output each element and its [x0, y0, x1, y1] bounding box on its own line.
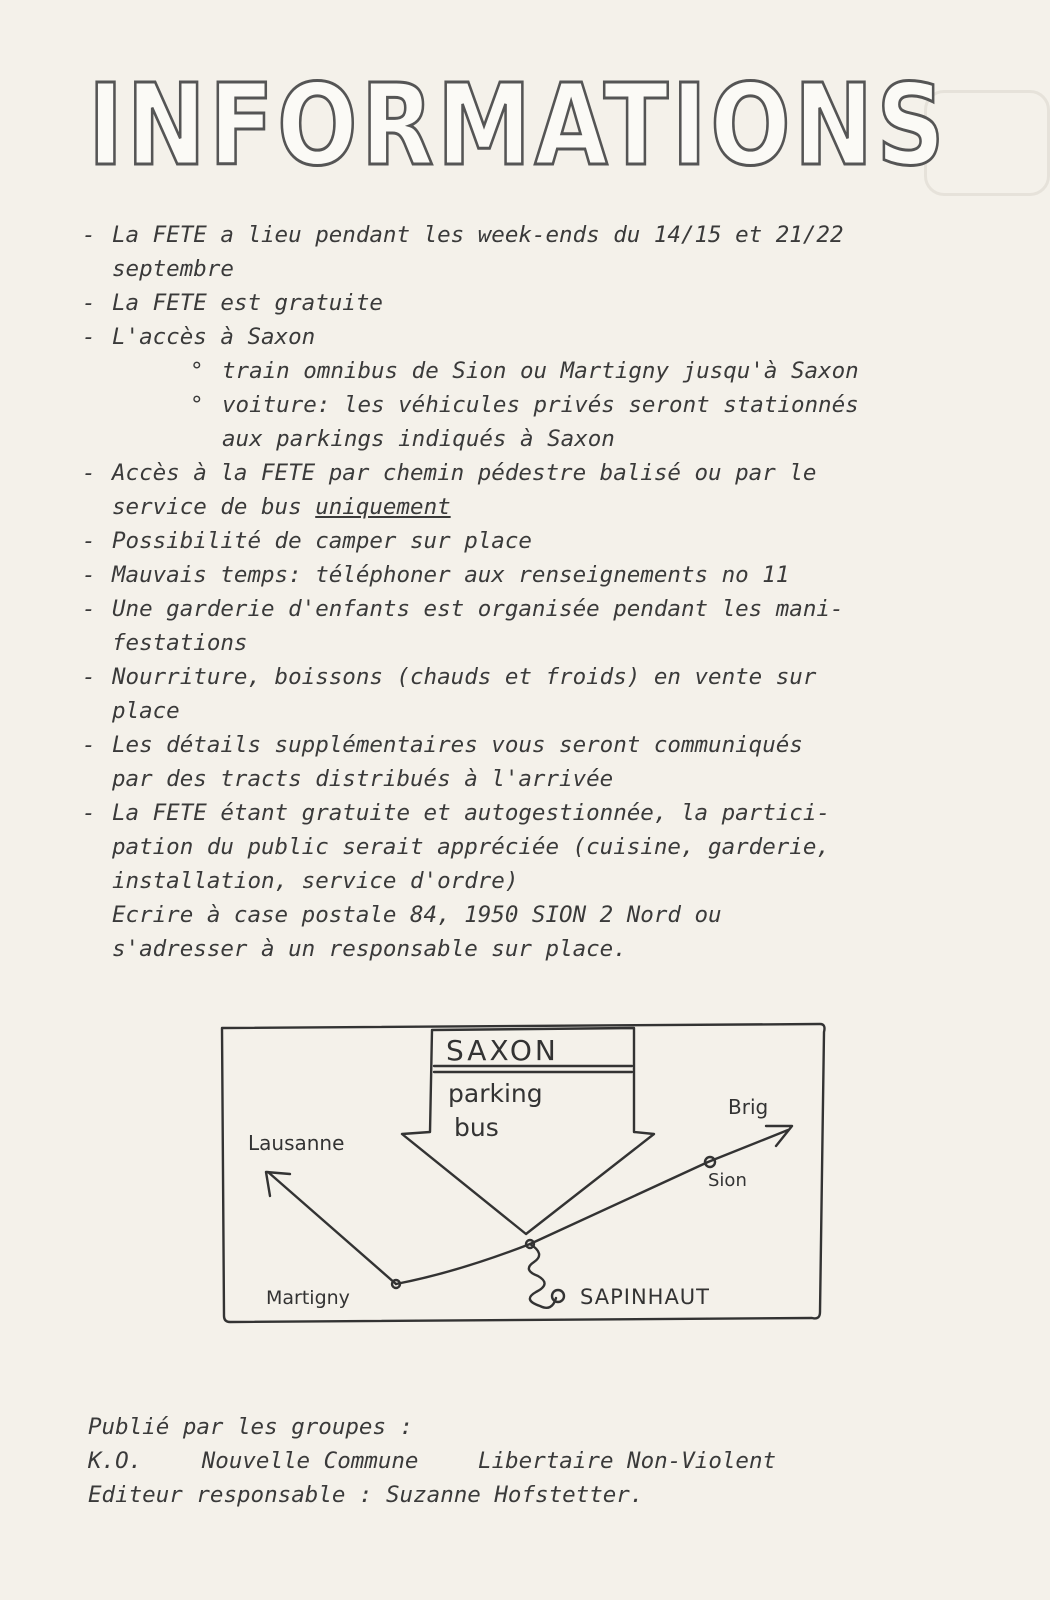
- list-item-text: Possibilité de camper sur place: [112, 528, 532, 554]
- list-item-line: [82, 796, 982, 830]
- dash-marker: -: [82, 732, 96, 758]
- list-item-line: [82, 932, 982, 966]
- dash-marker: [82, 626, 112, 660]
- road-martigny-lausanne: [268, 1172, 396, 1284]
- dash-marker: -: [82, 596, 96, 622]
- bullet-dot: [190, 422, 222, 456]
- footer-group-nouvelle-commune: Nouvelle Commune: [201, 1448, 419, 1474]
- list-item-line: [82, 286, 982, 320]
- bullet-dot: °: [190, 392, 204, 418]
- list-item-line: [82, 592, 982, 626]
- dash-marker: [82, 864, 112, 898]
- list-item-text: La FETE a lieu pendant les week-ends du 14/15 et 21/22: [112, 222, 844, 248]
- footer-group-libertaire: Libertaire Non-Violent: [478, 1448, 777, 1474]
- list-item-line: [82, 660, 982, 694]
- dash-marker: [82, 830, 112, 864]
- list-item-text: place: [112, 698, 180, 724]
- list-item-text: La FETE est gratuite: [112, 290, 383, 316]
- list-item-text: Accès à la FETE par chemin pédestre balisé ou par le: [112, 460, 817, 486]
- map-label-sapinhaut: SAPINHAUT: [580, 1285, 711, 1309]
- dash-marker: [82, 898, 112, 932]
- map-label-saxon: SAXON: [446, 1034, 559, 1067]
- map-label-lausanne: Lausanne: [248, 1131, 345, 1155]
- map-label-martigny: Martigny: [266, 1287, 350, 1309]
- dash-marker: [82, 932, 112, 966]
- list-item-line: [82, 864, 982, 898]
- map-label-brig: Brig: [728, 1095, 769, 1119]
- footer-published-by: Publié par les groupes :: [88, 1414, 414, 1440]
- bullet-dot: °: [190, 358, 204, 384]
- list-item-line: [82, 524, 982, 558]
- footer-editor: Editeur responsable : Suzanne Hofstetter.: [88, 1482, 644, 1508]
- dash-marker: -: [82, 290, 96, 316]
- footer-groups: [88, 1444, 968, 1478]
- list-item-text: train omnibus de Sion ou Martigny jusqu'à Saxon: [222, 358, 859, 384]
- list-item-line: [82, 626, 982, 660]
- dash-marker: -: [82, 562, 96, 588]
- list-item-text: Nourriture, boissons (chauds et froids) en vente sur: [112, 664, 817, 690]
- list-item-text: festations: [112, 630, 248, 656]
- list-item-text: La FETE étant gratuite et autogestionnée, la partici-: [112, 800, 830, 826]
- dash-marker: -: [82, 800, 96, 826]
- map-label-parking: parking: [448, 1079, 543, 1108]
- dash-marker: [82, 490, 112, 524]
- list-item-line: [82, 830, 982, 864]
- dash-marker: [82, 762, 112, 796]
- title-text: INFORMATIONS: [88, 61, 948, 191]
- list-item-text: aux parkings indiqués à Saxon: [222, 426, 615, 452]
- publisher-footer: [88, 1410, 968, 1512]
- list-item-text: septembre: [112, 256, 234, 282]
- list-item-line: [82, 252, 982, 286]
- dash-marker: -: [82, 222, 96, 248]
- list-item-line: [82, 898, 982, 932]
- dash-marker: -: [82, 460, 96, 486]
- sub-item-line: [82, 388, 982, 422]
- lausanne-arrowhead: [266, 1172, 290, 1196]
- list-item-text: installation, service d'ordre): [112, 868, 519, 894]
- list-item-line: [82, 558, 982, 592]
- list-item-line: [82, 490, 982, 524]
- dash-marker: [82, 694, 112, 728]
- list-item-text: Les détails supplémentaires vous seront communiqués: [112, 732, 803, 758]
- dash-marker: [82, 252, 112, 286]
- sapinhaut-marker: [552, 1290, 564, 1302]
- list-item-line: [82, 456, 982, 490]
- access-map: [218, 1022, 828, 1352]
- list-item-text: par des tracts distribués à l'arrivée: [112, 766, 614, 792]
- list-item-text: Mauvais temps: téléphoner aux renseignements no 11: [112, 562, 790, 588]
- footer-group-ko: K.O.: [88, 1448, 143, 1474]
- page-title: [78, 61, 958, 191]
- sub-item-line: [82, 422, 982, 456]
- underlined-word: uniquement: [315, 494, 451, 520]
- list-item-line: [82, 320, 982, 354]
- list-item-text: L'accès à Saxon: [112, 324, 316, 350]
- list-item-text: Une garderie d'enfants est organisée pendant les mani-: [112, 596, 844, 622]
- dash-marker: -: [82, 664, 96, 690]
- map-label-sion: Sion: [708, 1170, 747, 1191]
- dash-marker: -: [82, 324, 96, 350]
- list-item-text: s'adresser à un responsable sur place.: [112, 936, 627, 962]
- sub-item-line: [82, 354, 982, 388]
- list-item-text: voiture: les véhicules privés seront stationnés: [222, 392, 859, 418]
- list-item-text: service de bus: [112, 494, 316, 520]
- list-item-text: pation du public serait appréciée (cuisine, garderie,: [112, 834, 830, 860]
- dash-marker: -: [82, 528, 96, 554]
- list-item-line: [82, 728, 982, 762]
- map-label-bus: bus: [454, 1113, 499, 1142]
- list-item-text: Ecrire à case postale 84, 1950 SION 2 Nord ou: [112, 902, 722, 928]
- list-item-line: [82, 694, 982, 728]
- list-item-line: [82, 218, 982, 252]
- road-martigny-sion-brig: [396, 1130, 788, 1284]
- list-item-line: [82, 762, 982, 796]
- information-list: [82, 218, 982, 966]
